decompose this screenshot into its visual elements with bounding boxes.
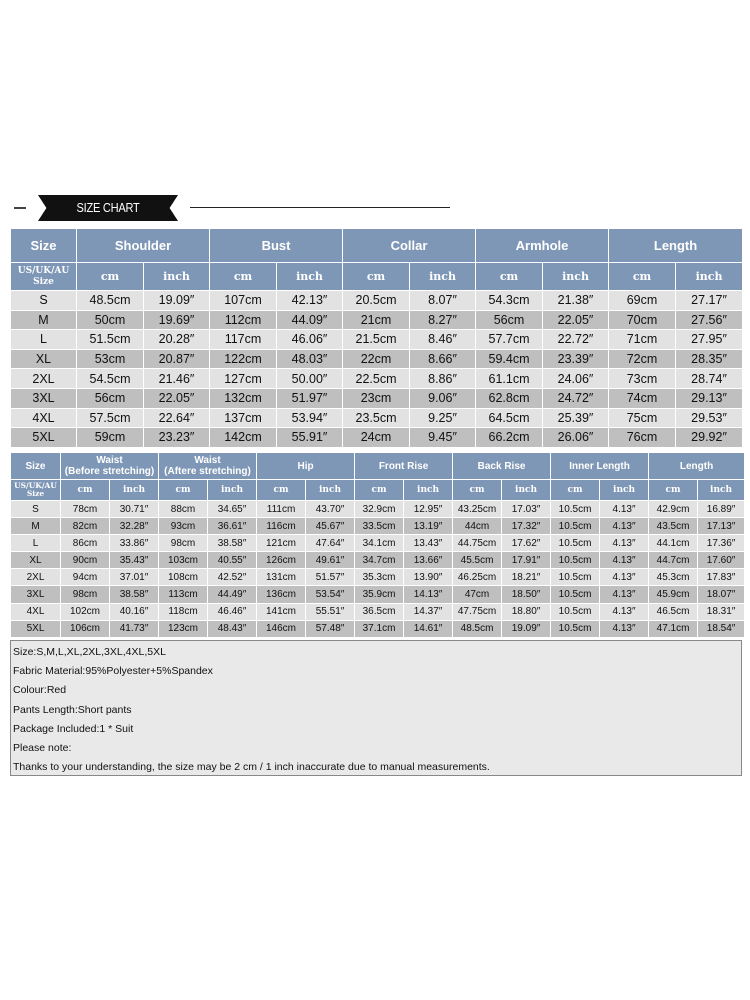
measure-cell: 14.13″ bbox=[404, 586, 453, 603]
waist-note: (Before stretching) bbox=[64, 466, 155, 477]
size-region-label: US/UK/AU bbox=[17, 265, 70, 276]
unit-cm: cm bbox=[355, 480, 404, 501]
header-waist-after bbox=[159, 453, 257, 480]
product-notes bbox=[10, 640, 742, 776]
size-region-header bbox=[11, 263, 77, 291]
measure-cell: 9.25″ bbox=[410, 408, 476, 428]
measure-cell: 23.23″ bbox=[144, 428, 210, 448]
header-collar: Collar bbox=[343, 229, 476, 263]
measure-cell: 70cm bbox=[609, 310, 676, 330]
size-cell: M bbox=[11, 518, 61, 535]
header-waist-before-label bbox=[61, 455, 158, 477]
measure-cell: 73cm bbox=[609, 369, 676, 389]
measure-cell: 98cm bbox=[159, 535, 208, 552]
measure-cell: 48.5cm bbox=[77, 291, 144, 311]
measure-cell: 4.13″ bbox=[600, 552, 649, 569]
measure-cell: 38.58″ bbox=[110, 586, 159, 603]
measure-cell: 8.27″ bbox=[410, 310, 476, 330]
measure-cell: 126cm bbox=[257, 552, 306, 569]
measure-cell: 32.28″ bbox=[110, 518, 159, 535]
measure-cell: 17.91″ bbox=[502, 552, 551, 569]
measure-cell: 66.2cm bbox=[476, 428, 543, 448]
measure-cell: 41.73″ bbox=[110, 620, 159, 637]
measure-cell: 71cm bbox=[609, 330, 676, 350]
measure-cell: 4.13″ bbox=[600, 535, 649, 552]
measure-cell: 4.13″ bbox=[600, 501, 649, 518]
size-cell: 4XL bbox=[11, 603, 61, 620]
measure-cell: 37.01″ bbox=[110, 569, 159, 586]
banner-line-right bbox=[190, 207, 450, 208]
measure-cell: 13.19″ bbox=[404, 518, 453, 535]
measure-cell: 19.69″ bbox=[144, 310, 210, 330]
measure-cell: 10.5cm bbox=[551, 569, 600, 586]
note-line: Package Included:1 * Suit bbox=[13, 722, 134, 735]
measure-cell: 27.56″ bbox=[676, 310, 743, 330]
measure-cell: 44.09″ bbox=[277, 310, 343, 330]
measure-cell: 56cm bbox=[77, 388, 144, 408]
size-region-label: US/UK/AU bbox=[14, 481, 57, 490]
measure-cell: 21cm bbox=[343, 310, 410, 330]
size-cell: L bbox=[11, 330, 77, 350]
measure-cell: 47.64″ bbox=[306, 535, 355, 552]
header-size: Size bbox=[11, 453, 61, 480]
measure-cell: 112cm bbox=[210, 310, 277, 330]
unit-cm: cm bbox=[159, 480, 208, 501]
measure-cell: 18.21″ bbox=[502, 569, 551, 586]
measure-cell: 34.7cm bbox=[355, 552, 404, 569]
measure-cell: 48.5cm bbox=[453, 620, 502, 637]
measure-cell: 8.07″ bbox=[410, 291, 476, 311]
top-size-table bbox=[10, 228, 743, 448]
measure-cell: 45.9cm bbox=[649, 586, 698, 603]
table-row bbox=[11, 620, 745, 637]
note-line: Please note: bbox=[13, 742, 72, 755]
bottom-table-body bbox=[11, 501, 745, 638]
measure-cell: 17.13″ bbox=[698, 518, 745, 535]
note-line: Pants Length:Short pants bbox=[13, 703, 132, 716]
top-header-row bbox=[11, 229, 743, 263]
measure-cell: 18.31″ bbox=[698, 603, 745, 620]
measure-cell: 47.75cm bbox=[453, 603, 502, 620]
unit-inch: inch bbox=[600, 480, 649, 501]
header-hip: Hip bbox=[257, 453, 355, 480]
measure-cell: 42.13″ bbox=[277, 291, 343, 311]
unit-inch: inch bbox=[306, 480, 355, 501]
unit-cm: cm bbox=[551, 480, 600, 501]
measure-cell: 76cm bbox=[609, 428, 676, 448]
measure-cell: 17.36″ bbox=[698, 535, 745, 552]
banner-dash-left bbox=[14, 207, 26, 209]
measure-cell: 17.62″ bbox=[502, 535, 551, 552]
measure-cell: 4.13″ bbox=[600, 569, 649, 586]
measure-cell: 18.07″ bbox=[698, 586, 745, 603]
table-row bbox=[11, 291, 743, 311]
measure-cell: 22.72″ bbox=[543, 330, 609, 350]
measure-cell: 12.95″ bbox=[404, 501, 453, 518]
unit-cm: cm bbox=[453, 480, 502, 501]
header-length: Length bbox=[649, 453, 745, 480]
unit-inch: inch bbox=[110, 480, 159, 501]
measure-cell: 123cm bbox=[159, 620, 208, 637]
waist-note: (Aftere stretching) bbox=[164, 466, 251, 477]
measure-cell: 42.52″ bbox=[208, 569, 257, 586]
unit-cm: cm bbox=[210, 263, 277, 291]
measure-cell: 44.49″ bbox=[208, 586, 257, 603]
measure-cell: 22cm bbox=[343, 349, 410, 369]
measure-cell: 22.64″ bbox=[144, 408, 210, 428]
size-label: Size bbox=[33, 276, 54, 287]
header-waist-after-label bbox=[159, 455, 256, 477]
top-units-row bbox=[11, 263, 743, 291]
measure-cell: 88cm bbox=[159, 501, 208, 518]
measure-cell: 18.54″ bbox=[698, 620, 745, 637]
size-cell: 5XL bbox=[11, 428, 77, 448]
measure-cell: 122cm bbox=[210, 349, 277, 369]
measure-cell: 4.13″ bbox=[600, 620, 649, 637]
measure-cell: 74cm bbox=[609, 388, 676, 408]
note-line: Colour:Red bbox=[13, 684, 67, 697]
header-shoulder: Shoulder bbox=[77, 229, 210, 263]
unit-inch: inch bbox=[543, 263, 609, 291]
measure-cell: 50.00″ bbox=[277, 369, 343, 389]
measure-cell: 51.5cm bbox=[77, 330, 144, 350]
size-region-header bbox=[11, 480, 61, 501]
measure-cell: 23cm bbox=[343, 388, 410, 408]
size-cell: XL bbox=[11, 349, 77, 369]
measure-cell: 61.1cm bbox=[476, 369, 543, 389]
measure-cell: 30.71″ bbox=[110, 501, 159, 518]
table-row bbox=[11, 349, 743, 369]
measure-cell: 86cm bbox=[61, 535, 110, 552]
measure-cell: 118cm bbox=[159, 603, 208, 620]
measure-cell: 44.7cm bbox=[649, 552, 698, 569]
measure-cell: 48.43″ bbox=[208, 620, 257, 637]
measure-cell: 94cm bbox=[61, 569, 110, 586]
unit-inch: inch bbox=[208, 480, 257, 501]
measure-cell: 44.1cm bbox=[649, 535, 698, 552]
size-cell: 2XL bbox=[11, 569, 61, 586]
measure-cell: 53.94″ bbox=[277, 408, 343, 428]
size-chart-banner bbox=[0, 193, 750, 223]
waist-label: Waist bbox=[96, 455, 123, 466]
measure-cell: 103cm bbox=[159, 552, 208, 569]
measure-cell: 4.13″ bbox=[600, 518, 649, 535]
measure-cell: 22.05″ bbox=[543, 310, 609, 330]
measure-cell: 116cm bbox=[257, 518, 306, 535]
size-cell: 4XL bbox=[11, 408, 77, 428]
note-line: Thanks to your understanding, the size may be 2 cm / 1 inch inaccurate due to manual measurements. bbox=[13, 761, 490, 774]
measure-cell: 64.5cm bbox=[476, 408, 543, 428]
header-armhole: Armhole bbox=[476, 229, 609, 263]
measure-cell: 93cm bbox=[159, 518, 208, 535]
measure-cell: 13.43″ bbox=[404, 535, 453, 552]
measure-cell: 36.5cm bbox=[355, 603, 404, 620]
table-row bbox=[11, 428, 743, 448]
measure-cell: 48.03″ bbox=[277, 349, 343, 369]
banner-title: SIZE CHART bbox=[76, 200, 140, 215]
bottom-header-row bbox=[11, 453, 745, 480]
measure-cell: 56cm bbox=[476, 310, 543, 330]
measure-cell: 40.55″ bbox=[208, 552, 257, 569]
measure-cell: 28.35″ bbox=[676, 349, 743, 369]
measure-cell: 28.74″ bbox=[676, 369, 743, 389]
measure-cell: 45.3cm bbox=[649, 569, 698, 586]
measure-cell: 54.3cm bbox=[476, 291, 543, 311]
bottom-size-table bbox=[10, 452, 745, 638]
unit-cm: cm bbox=[257, 480, 306, 501]
measure-cell: 29.92″ bbox=[676, 428, 743, 448]
measure-cell: 49.61″ bbox=[306, 552, 355, 569]
measure-cell: 8.46″ bbox=[410, 330, 476, 350]
measure-cell: 34.1cm bbox=[355, 535, 404, 552]
unit-cm: cm bbox=[609, 263, 676, 291]
measure-cell: 47cm bbox=[453, 586, 502, 603]
measure-cell: 47.1cm bbox=[649, 620, 698, 637]
measure-cell: 17.60″ bbox=[698, 552, 745, 569]
measure-cell: 10.5cm bbox=[551, 518, 600, 535]
measure-cell: 21.5cm bbox=[343, 330, 410, 350]
measure-cell: 38.58″ bbox=[208, 535, 257, 552]
size-cell: 5XL bbox=[11, 620, 61, 637]
measure-cell: 62.8cm bbox=[476, 388, 543, 408]
measure-cell: 22.5cm bbox=[343, 369, 410, 389]
measure-cell: 37.1cm bbox=[355, 620, 404, 637]
measure-cell: 132cm bbox=[210, 388, 277, 408]
size-cell: S bbox=[11, 291, 77, 311]
measure-cell: 43.25cm bbox=[453, 501, 502, 518]
size-cell: 2XL bbox=[11, 369, 77, 389]
measure-cell: 137cm bbox=[210, 408, 277, 428]
unit-inch: inch bbox=[502, 480, 551, 501]
note-line: Size:S,M,L,XL,2XL,3XL,4XL,5XL bbox=[13, 646, 166, 658]
measure-cell: 10.5cm bbox=[551, 603, 600, 620]
measure-cell: 8.86″ bbox=[410, 369, 476, 389]
measure-cell: 102cm bbox=[61, 603, 110, 620]
measure-cell: 17.83″ bbox=[698, 569, 745, 586]
measure-cell: 72cm bbox=[609, 349, 676, 369]
header-front-rise: Front Rise bbox=[355, 453, 453, 480]
header-inner-length: Inner Length bbox=[551, 453, 649, 480]
measure-cell: 131cm bbox=[257, 569, 306, 586]
size-cell: 3XL bbox=[11, 388, 77, 408]
measure-cell: 23.39″ bbox=[543, 349, 609, 369]
unit-cm: cm bbox=[77, 263, 144, 291]
measure-cell: 10.5cm bbox=[551, 501, 600, 518]
measure-cell: 46.25cm bbox=[453, 569, 502, 586]
unit-inch: inch bbox=[698, 480, 745, 501]
measure-cell: 10.5cm bbox=[551, 552, 600, 569]
measure-cell: 10.5cm bbox=[551, 620, 600, 637]
measure-cell: 13.90″ bbox=[404, 569, 453, 586]
measure-cell: 10.5cm bbox=[551, 586, 600, 603]
measure-cell: 146cm bbox=[257, 620, 306, 637]
table-row bbox=[11, 518, 745, 535]
size-cell: L bbox=[11, 535, 61, 552]
measure-cell: 46.5cm bbox=[649, 603, 698, 620]
measure-cell: 43.5cm bbox=[649, 518, 698, 535]
unit-inch: inch bbox=[144, 263, 210, 291]
measure-cell: 35.43″ bbox=[110, 552, 159, 569]
measure-cell: 22.05″ bbox=[144, 388, 210, 408]
measure-cell: 53cm bbox=[77, 349, 144, 369]
table-row bbox=[11, 535, 745, 552]
size-cell: M bbox=[11, 310, 77, 330]
measure-cell: 34.65″ bbox=[208, 501, 257, 518]
measure-cell: 14.37″ bbox=[404, 603, 453, 620]
measure-cell: 55.91″ bbox=[277, 428, 343, 448]
measure-cell: 55.51″ bbox=[306, 603, 355, 620]
measure-cell: 142cm bbox=[210, 428, 277, 448]
table-row bbox=[11, 603, 745, 620]
measure-cell: 9.45″ bbox=[410, 428, 476, 448]
measure-cell: 43.70″ bbox=[306, 501, 355, 518]
measure-cell: 121cm bbox=[257, 535, 306, 552]
unit-inch: inch bbox=[410, 263, 476, 291]
measure-cell: 46.46″ bbox=[208, 603, 257, 620]
header-back-rise: Back Rise bbox=[453, 453, 551, 480]
measure-cell: 32.9cm bbox=[355, 501, 404, 518]
measure-cell: 57.5cm bbox=[77, 408, 144, 428]
measure-cell: 78cm bbox=[61, 501, 110, 518]
size-cell: 3XL bbox=[11, 586, 61, 603]
measure-cell: 136cm bbox=[257, 586, 306, 603]
measure-cell: 106cm bbox=[61, 620, 110, 637]
measure-cell: 18.80″ bbox=[502, 603, 551, 620]
table-row bbox=[11, 586, 745, 603]
unit-inch: inch bbox=[676, 263, 743, 291]
top-table-body bbox=[11, 291, 743, 448]
measure-cell: 50cm bbox=[77, 310, 144, 330]
measure-cell: 20.28″ bbox=[144, 330, 210, 350]
unit-inch: inch bbox=[404, 480, 453, 501]
measure-cell: 27.17″ bbox=[676, 291, 743, 311]
unit-inch: inch bbox=[277, 263, 343, 291]
measure-cell: 45.67″ bbox=[306, 518, 355, 535]
table-row bbox=[11, 330, 743, 350]
measure-cell: 24.06″ bbox=[543, 369, 609, 389]
table-row bbox=[11, 388, 743, 408]
measure-cell: 59cm bbox=[77, 428, 144, 448]
measure-cell: 14.61″ bbox=[404, 620, 453, 637]
measure-cell: 127cm bbox=[210, 369, 277, 389]
measure-cell: 24.72″ bbox=[543, 388, 609, 408]
table-row bbox=[11, 552, 745, 569]
measure-cell: 44cm bbox=[453, 518, 502, 535]
measure-cell: 45.5cm bbox=[453, 552, 502, 569]
table-row bbox=[11, 569, 745, 586]
measure-cell: 33.5cm bbox=[355, 518, 404, 535]
header-length: Length bbox=[609, 229, 743, 263]
measure-cell: 51.97″ bbox=[277, 388, 343, 408]
measure-cell: 46.06″ bbox=[277, 330, 343, 350]
measure-cell: 26.06″ bbox=[543, 428, 609, 448]
measure-cell: 36.61″ bbox=[208, 518, 257, 535]
note-line: Fabric Material:95%Polyester+5%Spandex bbox=[13, 665, 213, 678]
measure-cell: 59.4cm bbox=[476, 349, 543, 369]
measure-cell: 108cm bbox=[159, 569, 208, 586]
size-cell: S bbox=[11, 501, 61, 518]
unit-cm: cm bbox=[343, 263, 410, 291]
measure-cell: 117cm bbox=[210, 330, 277, 350]
measure-cell: 69cm bbox=[609, 291, 676, 311]
size-label: Size bbox=[26, 489, 45, 498]
measure-cell: 25.39″ bbox=[543, 408, 609, 428]
measure-cell: 18.50″ bbox=[502, 586, 551, 603]
measure-cell: 42.9cm bbox=[649, 501, 698, 518]
measure-cell: 107cm bbox=[210, 291, 277, 311]
measure-cell: 35.3cm bbox=[355, 569, 404, 586]
measure-cell: 51.57″ bbox=[306, 569, 355, 586]
unit-cm: cm bbox=[649, 480, 698, 501]
unit-cm: cm bbox=[476, 263, 543, 291]
measure-cell: 82cm bbox=[61, 518, 110, 535]
measure-cell: 29.53″ bbox=[676, 408, 743, 428]
measure-cell: 141cm bbox=[257, 603, 306, 620]
measure-cell: 24cm bbox=[343, 428, 410, 448]
measure-cell: 27.95″ bbox=[676, 330, 743, 350]
table-row bbox=[11, 310, 743, 330]
measure-cell: 20.87″ bbox=[144, 349, 210, 369]
measure-cell: 111cm bbox=[257, 501, 306, 518]
waist-label: Waist bbox=[194, 455, 221, 466]
bottom-units-row bbox=[11, 480, 745, 501]
measure-cell: 19.09″ bbox=[502, 620, 551, 637]
measure-cell: 57.7cm bbox=[476, 330, 543, 350]
measure-cell: 9.06″ bbox=[410, 388, 476, 408]
header-bust: Bust bbox=[210, 229, 343, 263]
measure-cell: 33.86″ bbox=[110, 535, 159, 552]
measure-cell: 44.75cm bbox=[453, 535, 502, 552]
measure-cell: 20.5cm bbox=[343, 291, 410, 311]
measure-cell: 29.13″ bbox=[676, 388, 743, 408]
measure-cell: 54.5cm bbox=[77, 369, 144, 389]
measure-cell: 113cm bbox=[159, 586, 208, 603]
measure-cell: 4.13″ bbox=[600, 586, 649, 603]
measure-cell: 13.66″ bbox=[404, 552, 453, 569]
table-row bbox=[11, 501, 745, 518]
measure-cell: 21.46″ bbox=[144, 369, 210, 389]
measure-cell: 75cm bbox=[609, 408, 676, 428]
measure-cell: 57.48″ bbox=[306, 620, 355, 637]
header-waist-before bbox=[61, 453, 159, 480]
measure-cell: 98cm bbox=[61, 586, 110, 603]
measure-cell: 17.03″ bbox=[502, 501, 551, 518]
measure-cell: 8.66″ bbox=[410, 349, 476, 369]
measure-cell: 21.38″ bbox=[543, 291, 609, 311]
table-row bbox=[11, 408, 743, 428]
measure-cell: 19.09″ bbox=[144, 291, 210, 311]
table-row bbox=[11, 369, 743, 389]
measure-cell: 10.5cm bbox=[551, 535, 600, 552]
unit-cm: cm bbox=[61, 480, 110, 501]
measure-cell: 16.89″ bbox=[698, 501, 745, 518]
header-size: Size bbox=[11, 229, 77, 263]
measure-cell: 40.16″ bbox=[110, 603, 159, 620]
measure-cell: 4.13″ bbox=[600, 603, 649, 620]
measure-cell: 17.32″ bbox=[502, 518, 551, 535]
measure-cell: 35.9cm bbox=[355, 586, 404, 603]
measure-cell: 53.54″ bbox=[306, 586, 355, 603]
measure-cell: 90cm bbox=[61, 552, 110, 569]
size-cell: XL bbox=[11, 552, 61, 569]
measure-cell: 23.5cm bbox=[343, 408, 410, 428]
